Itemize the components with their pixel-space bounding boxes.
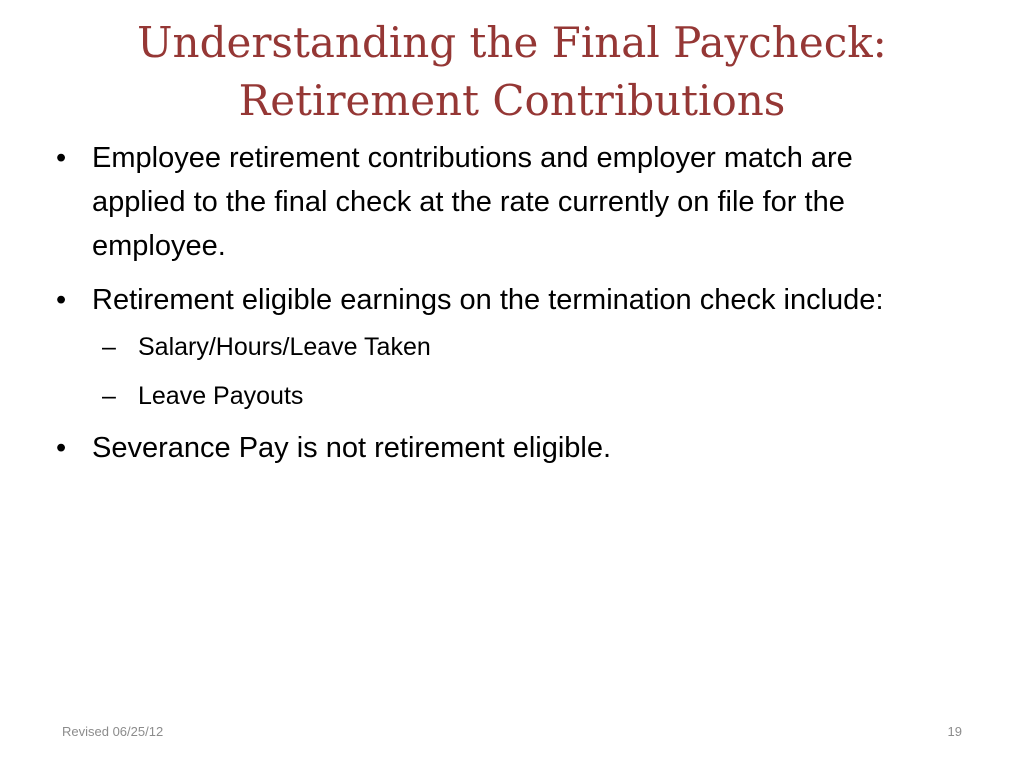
- sub-bullet-text: Salary/Hours/Leave Taken: [138, 333, 431, 361]
- bullet-item-eligible-earnings: [50, 278, 950, 415]
- footer-page-number: 19: [947, 724, 962, 739]
- bullet-text: Severance Pay is not retirement eligible.: [92, 432, 612, 464]
- slide-title: [60, 14, 964, 130]
- dash-icon: –: [102, 382, 116, 410]
- bullet-item-contributions: [50, 136, 950, 268]
- sub-bullet-text: Leave Payouts: [138, 382, 304, 410]
- bullet-icon: •: [56, 432, 67, 464]
- footer-revised-date: Revised 06/25/12: [62, 724, 164, 739]
- sub-bullet-list: [92, 328, 950, 415]
- bullet-text: Retirement eligible earnings on the termination check include:: [92, 284, 884, 316]
- bullet-item-severance: [50, 426, 950, 470]
- bullet-list: [50, 136, 950, 480]
- sub-bullet-item-leave-payouts: [92, 377, 950, 415]
- sub-bullet-item-salary: [92, 328, 950, 366]
- bullet-icon: •: [56, 142, 67, 174]
- bullet-text: Employee retirement contributions and employer match are applied to the final check at the rate currently on file for the employee.: [92, 142, 853, 262]
- dash-icon: –: [102, 333, 116, 361]
- slide-title-line-1: Understanding the Final Paycheck:: [137, 18, 887, 67]
- slide-title-line-2: Retirement Contributions: [238, 76, 786, 125]
- bullet-icon: •: [56, 284, 67, 316]
